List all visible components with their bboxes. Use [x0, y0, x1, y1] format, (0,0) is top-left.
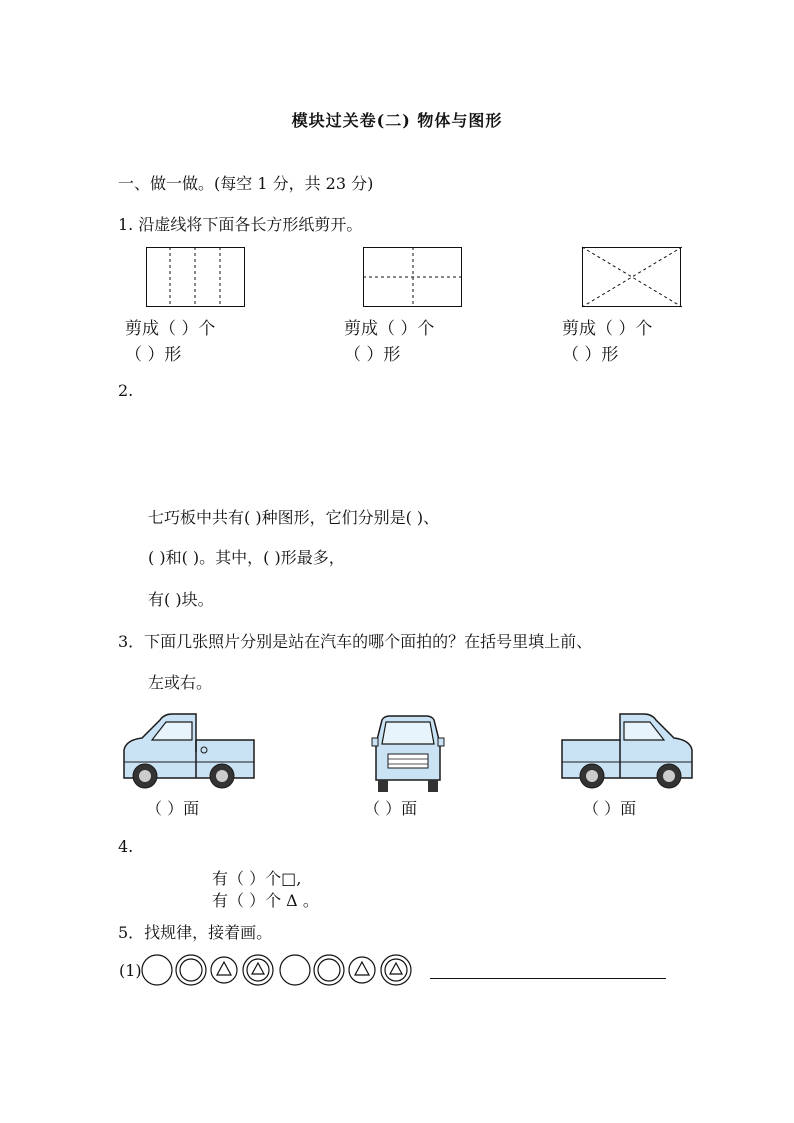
rect-vertical-cuts	[146, 247, 246, 307]
q1-item1-shape: （ ）形	[125, 345, 182, 365]
pattern-double-circle-triangle-icon	[243, 955, 273, 985]
q5-prompt: 5．找规律，接着画。	[118, 923, 273, 942]
truck-front-view	[372, 714, 444, 796]
q3-label-left: （ ）面	[146, 799, 200, 818]
q5-sub-number: (1)	[119, 961, 142, 980]
q1-item2-count: 剪成（ ）个	[344, 319, 435, 339]
q3-prompt-cont: 左或右。	[148, 673, 213, 692]
pattern-double-circle-icon	[314, 955, 344, 985]
page-title: 模块过关卷(二) 物体与图形	[291, 111, 503, 130]
q2-line3: 有( )块。	[148, 590, 214, 609]
q4-triangle-count: 有（ ）个 Δ 。	[212, 891, 319, 910]
rect-cross-cuts	[363, 247, 463, 307]
q3-prompt: 3．下面几张照片分别是站在汽车的哪个面拍的？在括号里填上前、	[118, 632, 593, 651]
pattern-sequence	[140, 953, 415, 987]
pattern-circle-triangle-icon	[349, 957, 375, 983]
q1-item3-shape: （ ）形	[562, 345, 619, 365]
q3-label-right: （ ）面	[583, 799, 637, 818]
section-heading: 一、做一做。(每空 1 分，共 23 分)	[118, 174, 374, 193]
truck-left-view	[120, 710, 260, 795]
pattern-double-circle-icon	[176, 955, 206, 985]
pattern-circle-triangle-icon	[211, 957, 237, 983]
pattern-circle-icon	[280, 955, 310, 985]
q3-label-front: （ ）面	[364, 799, 418, 818]
q1-prompt: 1. 沿虚线将下面各长方形纸剪开。	[118, 215, 363, 234]
pattern-double-circle-triangle-icon	[381, 955, 411, 985]
q2-number: 2.	[118, 381, 134, 400]
q4-number: 4.	[118, 837, 134, 856]
answer-line[interactable]	[430, 978, 666, 979]
q2-line2: ( )和( )。其中，( )形最多，	[148, 548, 345, 567]
q1-item1-count: 剪成（ ）个	[125, 319, 216, 339]
truck-right-view	[556, 710, 696, 795]
q1-item3-count: 剪成（ ）个	[562, 319, 653, 339]
pattern-circle-icon	[142, 955, 172, 985]
rect-diagonal-cuts	[582, 247, 682, 307]
q4-square-count: 有（ ）个□,	[212, 869, 302, 888]
q2-line1: 七巧板中共有( )种图形，它们分别是( )、	[148, 508, 440, 527]
q1-item2-shape: （ ）形	[344, 345, 401, 365]
